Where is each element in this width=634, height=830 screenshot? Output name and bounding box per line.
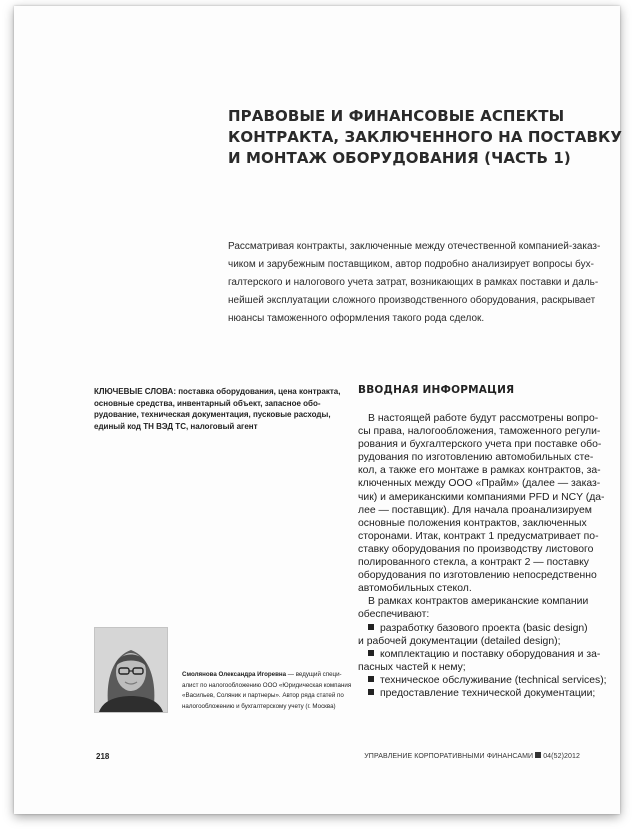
keywords-line: КЛЮЧЕВЫЕ СЛОВА: поставка оборудования, цена контракта, — [94, 387, 341, 396]
article-abstract — [228, 238, 600, 328]
title-line: И МОНТАЖ ОБОРУДОВАНИЯ (ЧАСТЬ 1) — [228, 149, 571, 167]
abstract-line: Рассматривая контракты, заключенные между отечественной компанией-заказ- — [228, 241, 601, 252]
article-title — [228, 106, 623, 169]
keywords-block — [94, 386, 341, 432]
author-bio-line: алист по налогообложению ООО «Юридическая компания — [182, 681, 352, 689]
title-line: ПРАВОВЫЕ И ФИНАНСОВЫЕ АСПЕКТЫ — [228, 107, 565, 125]
body-line: кол, а также его монтаже в рамках контрактов, за- — [358, 465, 601, 477]
abstract-line: нейшей эксплуатации сложного производственного оборудования, раскрывает — [228, 295, 596, 306]
section-body — [358, 412, 606, 700]
author-bio-text: — ведущий специ- — [286, 671, 342, 678]
keywords-line: рудование, техническая документация, пусковые расходы, — [94, 410, 331, 419]
abstract-line: галтерского и налогового учета затрат, возникающих в рамках поставки и даль- — [228, 277, 599, 288]
author-bio — [182, 670, 352, 712]
journal-issue: 04(52)2012 — [543, 753, 580, 760]
journal-footer — [364, 752, 580, 760]
author-photo — [94, 627, 168, 713]
title-line: КОНТРАКТА, ЗАКЛЮЧЕННОГО НА ПОСТАВКУ — [228, 128, 623, 146]
bullet-line: разработку базового проекта (basic design) — [358, 622, 606, 635]
author-bio-line: «Васильев, Соляник и партнеры». Автор ряда статей по — [182, 692, 344, 699]
abstract-line: нюансы таможенного оформления такого рода сделок. — [228, 313, 485, 324]
author-bio-line: налогообложению и бухгалтерскому учету (г. Москва) — [182, 702, 336, 710]
body-line: основные положения контрактов, заключенных — [358, 517, 587, 529]
bullet-line: комплектацию и поставку оборудования и за- — [358, 648, 606, 661]
body-line: и рабочей документации (detailed design); — [358, 635, 561, 647]
page-number: 218 — [96, 752, 110, 761]
body-line: оборудования по изготовлению непосредственно — [358, 570, 597, 582]
body-line: ставку оборудования по производству листового — [358, 543, 594, 555]
journal-name: УПРАВЛЕНИЕ КОРПОРАТИВНЫМИ ФИНАНСАМИ — [364, 753, 534, 760]
body-line: обеспечивают: — [358, 609, 430, 621]
body-line: сы права, налогообложения, таможенного регули- — [358, 426, 601, 438]
magazine-page — [14, 6, 623, 814]
abstract-line: чиком и зарубежным поставщиком, автор подробно анализирует вопросы бух- — [228, 259, 594, 270]
body-line: рудования по изготовлению автомобильных сте- — [358, 452, 594, 464]
body-line: автомобильных стекол. — [358, 583, 472, 595]
section-heading: ВВОДНАЯ ИНФОРМАЦИЯ — [358, 384, 515, 396]
body-line: В рамках контрактов американские компании — [368, 596, 589, 608]
author-name: Смолянова Олександра Игоревна — [182, 671, 287, 678]
keywords-line: единый код ТН ВЭД ТС, налоговый агент — [94, 421, 258, 431]
body-line: чик) и американскими компаниями PFD и NCY (да- — [358, 491, 605, 503]
body-line: пасных частей к нему; — [358, 661, 466, 673]
author-portrait-icon — [95, 628, 167, 712]
body-line: рования и бухгалтерского учета при поставке обо- — [358, 439, 602, 451]
bullet-line: техническое обслуживание (technical services); — [358, 674, 606, 687]
square-separator-icon — [535, 752, 541, 758]
keywords-line: основные средства, инвентарный объект, запасное обо- — [94, 398, 321, 408]
body-line: ключенных между ООО «Прайм» (далее — заказ- — [358, 478, 601, 490]
author-bio-line — [182, 670, 342, 681]
body-line: полированного стекла, а контракт 2 — поставку — [358, 557, 589, 569]
body-line: В настоящей работе будут рассмотрены вопро- — [368, 413, 599, 424]
bullet-line: предоставление технической документации; — [358, 687, 606, 700]
body-line: сторонами. Итак, контракт 1 предусматривает по- — [358, 530, 599, 542]
body-line: лее — поставщик). Для начала проанализируем — [358, 504, 592, 516]
